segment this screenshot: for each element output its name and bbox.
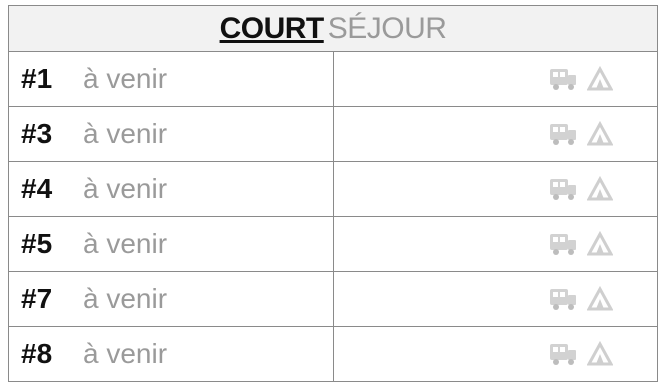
row-label-cell [9, 217, 334, 272]
header-court: COURT [219, 11, 324, 45]
row-icons-cell [333, 52, 658, 107]
row-icons-cell [333, 162, 658, 217]
row-icons-cell [333, 272, 658, 327]
row-number: #5 [21, 228, 53, 259]
header-sejour: SÉJOUR [327, 11, 447, 45]
table-row [9, 217, 658, 272]
row-status: à venir [83, 63, 168, 94]
camper-van-icon [549, 176, 579, 202]
row-label-cell [9, 272, 334, 327]
table-row [9, 107, 658, 162]
camper-van-icon [549, 341, 579, 367]
camper-van-icon [549, 121, 579, 147]
row-number: #7 [21, 283, 53, 314]
tent-icon [587, 176, 613, 202]
camper-van-icon [549, 66, 579, 92]
camper-van-icon [549, 231, 579, 257]
tent-icon [587, 66, 613, 92]
row-status: à venir [83, 118, 168, 149]
row-number: #3 [21, 118, 53, 149]
row-number: #4 [21, 173, 53, 204]
table-row [9, 272, 658, 327]
row-status: à venir [83, 173, 168, 204]
court-sejour-table [8, 5, 658, 382]
row-status: à venir [83, 283, 168, 314]
row-label-cell [9, 52, 334, 107]
table-header [9, 6, 658, 52]
row-number: #8 [21, 338, 53, 369]
row-icons-cell [333, 217, 658, 272]
camper-van-icon [549, 286, 579, 312]
tent-icon [587, 286, 613, 312]
row-number: #1 [21, 63, 53, 94]
row-label-cell [9, 107, 334, 162]
row-status: à venir [83, 338, 168, 369]
row-icons-cell [333, 327, 658, 382]
row-icons-cell [333, 107, 658, 162]
tent-icon [587, 231, 613, 257]
table-row [9, 327, 658, 382]
tent-icon [587, 341, 613, 367]
tent-icon [587, 121, 613, 147]
table-row [9, 162, 658, 217]
row-label-cell [9, 162, 334, 217]
row-status: à venir [83, 228, 168, 259]
row-label-cell [9, 327, 334, 382]
table-row [9, 52, 658, 107]
